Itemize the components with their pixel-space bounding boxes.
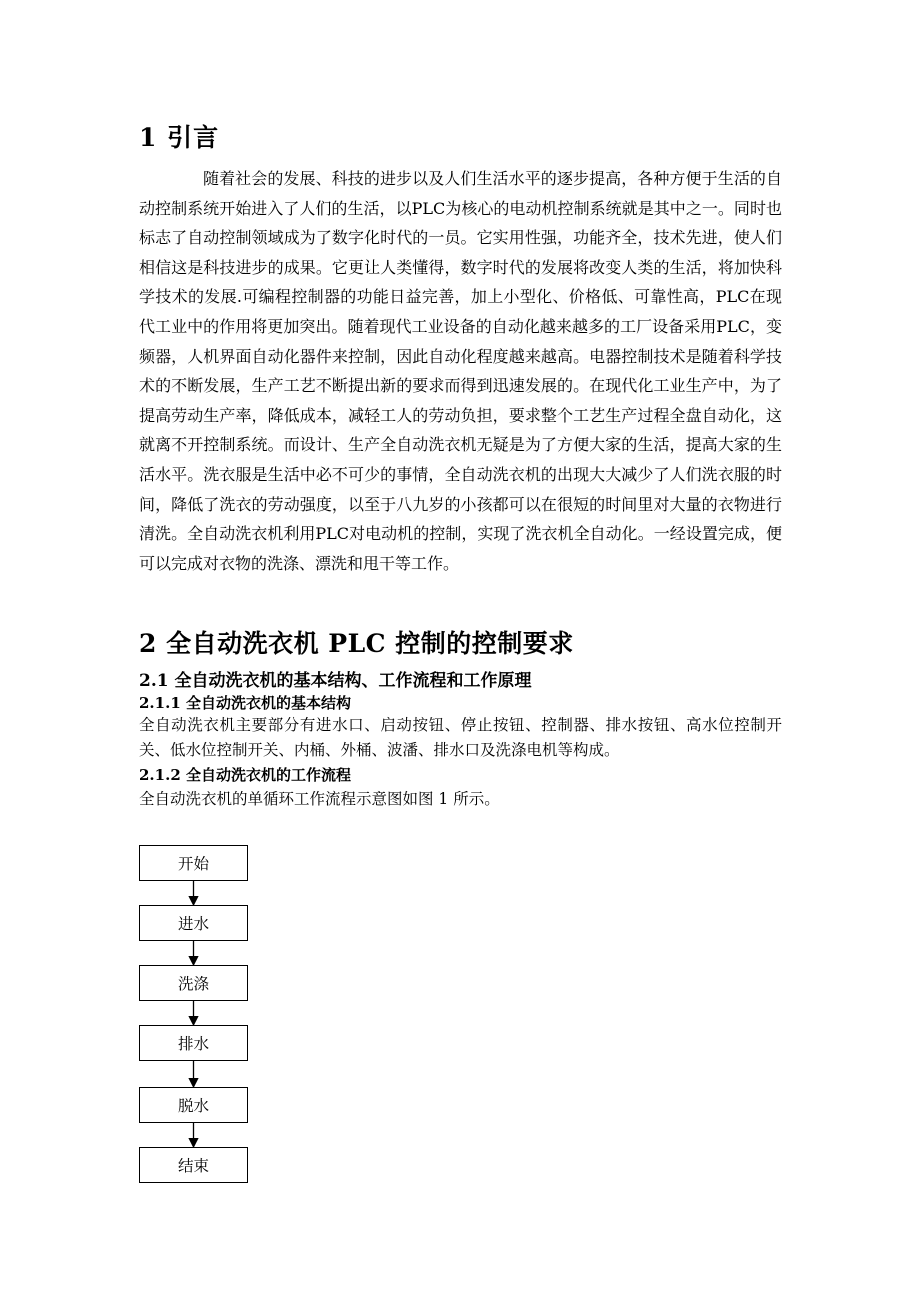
- flow-node-wash: 洗涤: [139, 965, 248, 1001]
- flow-node-spin-dry: 脱水: [139, 1087, 248, 1123]
- structure-paragraph: 全自动洗衣机主要部分有进水口、启动按钮、停止按钮、控制器、排水按钮、高水位控制开关、低水位控制开关、内桶、外桶、波潘、排水口及洗涤电机等构成。: [139, 716, 782, 759]
- flow-node-drain: 排水: [139, 1025, 248, 1061]
- flow-node-start: 开始: [139, 845, 248, 881]
- flow-node-water-inlet: 进水: [139, 905, 248, 941]
- section-2-1-title: 2.1 全自动洗衣机的基本结构、工作流程和工作原理: [139, 671, 532, 691]
- workflow-paragraph: 全自动洗衣机的单循环工作流程示意图如图 1 所示。: [139, 790, 500, 808]
- section-2-1-2-title: 2.1.2 全自动洗衣机的工作流程: [139, 766, 351, 784]
- section-2-title: 2 全自动洗衣机 PLC 控制的控制要求: [139, 629, 574, 658]
- intro-paragraph: 随着社会的发展、科技的进步以及人们生活水平的逐步提高，各种方便于生活的自动控制系统开始进入了人们的生活，以PLC为核心的电动机控制系统就是其中之一。同时也标志了自动控制领域成为了数字化时代的一员。它实用性强，功能齐全，技术先进，使人们相信这是科技进步的成果。它更让人类懂得，数字时代的发展将改变人类的生活，将加快科学技术的发展.可编程控制器的功能日益完善，加上小型化、价格低、可靠性高，PLC在现代工业中的作用将更加突出。随着现代工业设备的自动化越来越多的工厂设备采用PLC，变频器，人机界面自动化器件来控制，因此自动化程度越来越高。电器控制技术是随着科学技术的不断发展，生产工艺不断提出新的要求而得到迅速发展的。在现代化工业生产中，为了提高劳动生产率，降低成本，减轻工人的劳动负担，要求整个工艺生产过程全盘自动化，这就离不开控制系统。而设计、生产全自动洗衣机无疑是为了方便大家的生活，提高大家的生活水平。洗衣服是生活中必不可少的事情，全自动洗衣机的出现大大减少了人们洗衣服的时间，降低了洗衣的劳动强度，以至于八九岁的小孩都可以在很短的时间里对大量的衣物进行清洗。全自动洗衣机利用PLC对电动机的控制，实现了洗衣机全自动化。一经设置完成，便可以完成对衣物的洗涤、漂洗和甩干等工作。: [139, 169, 782, 573]
- section-2-1-1-title: 2.1.1 全自动洗衣机的基本结构: [139, 694, 351, 712]
- section-1-title: 1 引言: [139, 123, 220, 152]
- flow-node-end: 结束: [139, 1147, 248, 1183]
